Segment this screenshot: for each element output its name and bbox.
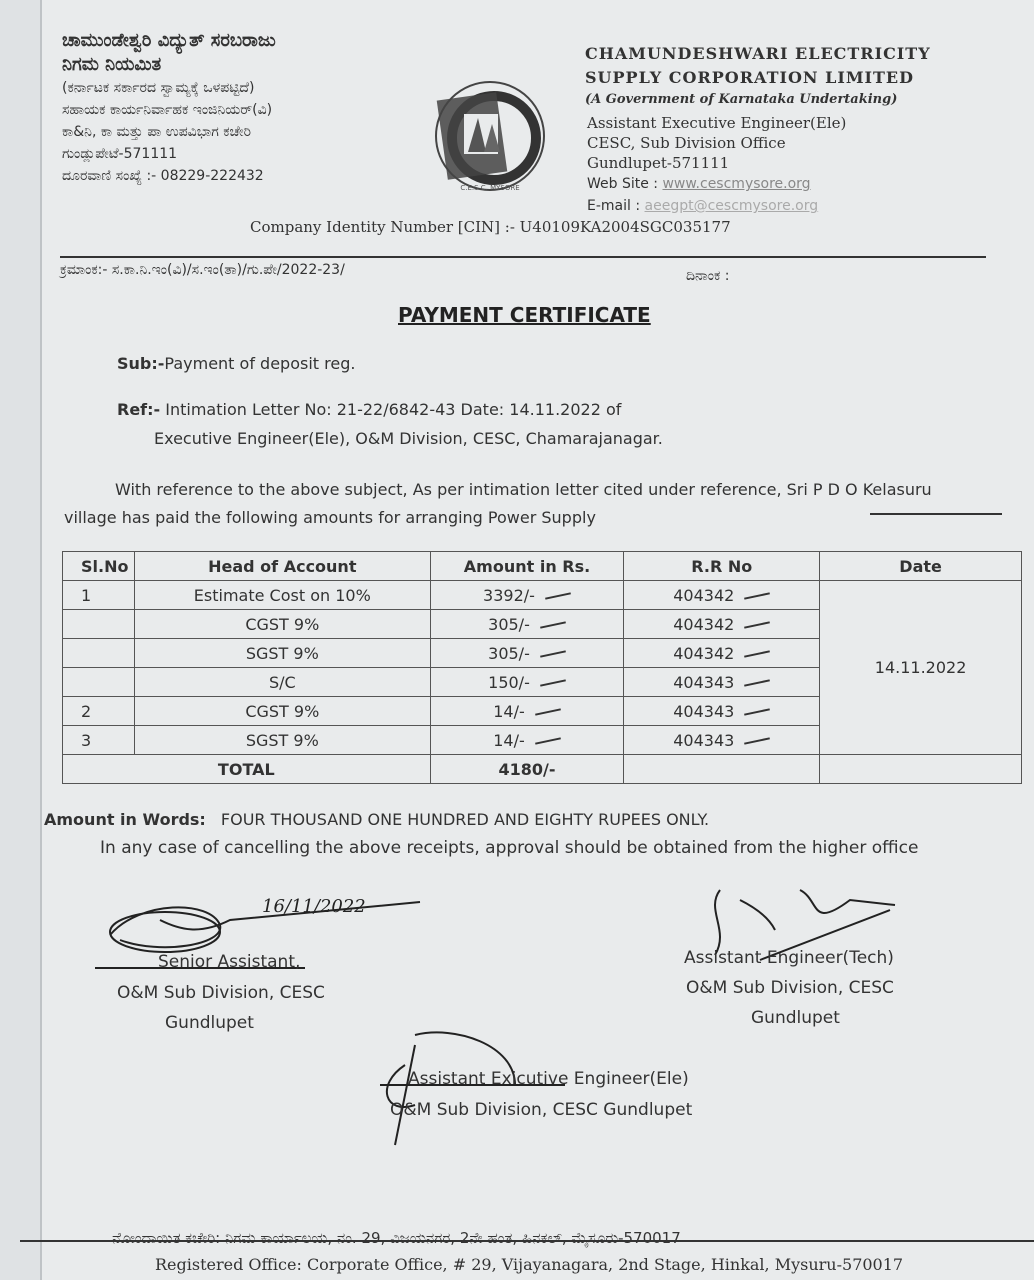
paragraph-line2: village has paid the following amounts for arranging Power Supply: [64, 508, 596, 527]
amount-words-label: Amount in Words:: [44, 810, 206, 829]
kannada-pincode: ಗುಂಡ್ಲುಪೇಟೆ-571111: [62, 146, 178, 162]
office-pincode: Gundlupet-571111: [587, 154, 730, 172]
underline-mark: [870, 513, 1002, 515]
row-amount: 150/-: [430, 668, 624, 697]
company-name-line1: CHAMUNDESHWARI ELECTRICITY: [585, 44, 931, 63]
ref-label: Ref:-: [117, 400, 161, 419]
kannada-company-line1: ಚಾಮುಂಡೇಶ್ವರಿ ವಿದ್ಯುತ್ ಸರಬರಾಜು: [62, 30, 276, 51]
header-rr-no: R.R No: [624, 552, 820, 581]
header-slno: Sl.No: [63, 552, 135, 581]
office-line2: CESC, Sub Division Office: [587, 134, 786, 152]
row-head: CGST 9%: [134, 697, 430, 726]
row-rr: 404342: [624, 581, 820, 610]
left-signatory-place: Gundlupet: [165, 1013, 254, 1033]
kannada-company-line2: ನಿಗಮ ನಿಯಮಿತ: [62, 54, 162, 75]
row-rr: 404342: [624, 610, 820, 639]
row-head: SGST 9%: [134, 726, 430, 755]
table-total-row: [63, 755, 1022, 784]
binder-edge: [0, 0, 40, 1280]
right-signatory-office: O&M Sub Division, CESC: [686, 978, 894, 998]
table-row: [63, 581, 1022, 610]
website-label: Web Site :: [587, 176, 659, 192]
reference-number: ಕ್ರಮಾಂಕ:- ಸ.ಕಾ.ನಿ.ಇಂ(ವಿ)/ಸ.ಇಂ(ತಾ)/ಗು.ಪೇ/2022-23/: [60, 262, 345, 278]
header-divider: [60, 256, 986, 258]
kannada-office-line2: ಕಾ&ನಿ, ಕಾ ಮತ್ತು ಪಾ ಉಪವಿಭಾಗ ಕಚೇರಿ: [62, 124, 252, 140]
row-rr: 404343: [624, 697, 820, 726]
email-label: E-mail :: [587, 198, 641, 214]
office-line1: Assistant Executive Engineer(Ele): [587, 114, 847, 132]
govt-undertaking: (A Government of Karnataka Undertaking): [585, 92, 898, 107]
row-slno: [63, 639, 135, 668]
footer-english: Registered Office: Corporate Office, # 29, Vijayanagara, 2nd Stage, Hinkal, Mysuru-570017: [155, 1255, 904, 1274]
subject-label: Sub:-: [117, 354, 165, 373]
row-head: SGST 9%: [134, 639, 430, 668]
left-signatory-office: O&M Sub Division, CESC: [117, 983, 325, 1003]
kannada-phone: ದೂರವಾಣಿ ಸಂಖ್ಯೆ :- 08229-222432: [62, 168, 264, 184]
center-signatory-title: Assistant Exicutive Engineer(Ele): [408, 1069, 689, 1089]
total-label: TOTAL: [63, 755, 431, 784]
center-signatory-office: O&M Sub Division, CESC Gundlupet: [390, 1100, 693, 1120]
row-head: CGST 9%: [134, 610, 430, 639]
cesc-logo: [432, 78, 548, 194]
row-amount: 14/-: [430, 726, 624, 755]
table-header-row: [63, 552, 1022, 581]
row-head: S/C: [134, 668, 430, 697]
row-slno: [63, 668, 135, 697]
header-date: Date: [820, 552, 1022, 581]
header-head-of-account: Head of Account: [134, 552, 430, 581]
kannada-govt-line: (ಕರ್ನಾಟಕ ಸರ್ಕಾರದ ಸ್ವಾಮ್ಯಕ್ಕೆ ಒಳಪಟ್ಟಿದೆ): [62, 80, 255, 96]
kannada-office-line1: ಸಹಾಯಕ ಕಾರ್ಯನಿರ್ವಾಹಕ ಇಂಜಿನಿಯರ್(ವಿ): [62, 102, 273, 118]
company-name-line2: SUPPLY CORPORATION LIMITED: [585, 68, 914, 87]
row-amount: 14/-: [430, 697, 624, 726]
footer-kannada: ನೋಂದಾಯಿತ ಕಚೇರಿ: ನಿಗಮ ಕಾರ್ಯಾಲಯ, ನಂ. 29, ವಿಜಯನಗರ, 2ನೇ ಹಂತ, ಹಿನಕಲ್, ಮೈಸೂರು-570017: [112, 1229, 681, 1247]
row-date: 14.11.2022: [820, 581, 1022, 755]
executive-engineer-signature: [375, 1025, 575, 1155]
total-amount: 4180/-: [430, 755, 624, 784]
cancel-note: In any case of cancelling the above receipts, approval should be obtained from the higher office: [100, 838, 919, 858]
row-amount: 305/-: [430, 610, 624, 639]
row-slno: [63, 610, 135, 639]
header-amount: Amount in Rs.: [430, 552, 624, 581]
total-empty-date: [820, 755, 1022, 784]
right-signatory-title: Assistant Engineer(Tech): [684, 948, 894, 968]
row-slno: 3: [63, 726, 135, 755]
row-amount: 3392/-: [430, 581, 624, 610]
right-signatory-place: Gundlupet: [751, 1008, 840, 1028]
total-empty-rr: [624, 755, 820, 784]
website-link[interactable]: www.cescmysore.org: [662, 176, 811, 192]
subject-text: Payment of deposit reg.: [164, 354, 356, 373]
paragraph-line1: With reference to the above subject, As per intimation letter cited under reference, Sri P D O Kelasuru: [115, 480, 932, 499]
reference-date-label: ದಿನಾಂಕ :: [686, 268, 730, 284]
amount-words: FOUR THOUSAND ONE HUNDRED AND EIGHTY RUPEES ONLY.: [220, 810, 710, 829]
row-rr: 404343: [624, 726, 820, 755]
row-slno: 1: [63, 581, 135, 610]
ref-line2: Executive Engineer(Ele), O&M Division, CESC, Chamarajanagar.: [154, 429, 663, 448]
row-slno: 2: [63, 697, 135, 726]
row-rr: 404342: [624, 639, 820, 668]
row-rr: 404343: [624, 668, 820, 697]
signature-date: 16/11/2022: [262, 896, 366, 917]
payment-table: [62, 551, 1022, 784]
email-link[interactable]: aeegpt@cescmysore.org: [644, 198, 819, 214]
row-head: Estimate Cost on 10%: [134, 581, 430, 610]
logo-text: C.E.S.C. MYSORE: [460, 184, 520, 192]
row-amount: 305/-: [430, 639, 624, 668]
page-title: PAYMENT CERTIFICATE: [398, 303, 651, 327]
ref-line1: Intimation Letter No: 21-22/6842-43 Date: 14.11.2022 of: [165, 400, 622, 419]
cin-number: Company Identity Number [CIN] :- U40109KA2004SGC035177: [250, 218, 731, 236]
left-signatory-title: Senior Assistant,: [158, 952, 301, 972]
